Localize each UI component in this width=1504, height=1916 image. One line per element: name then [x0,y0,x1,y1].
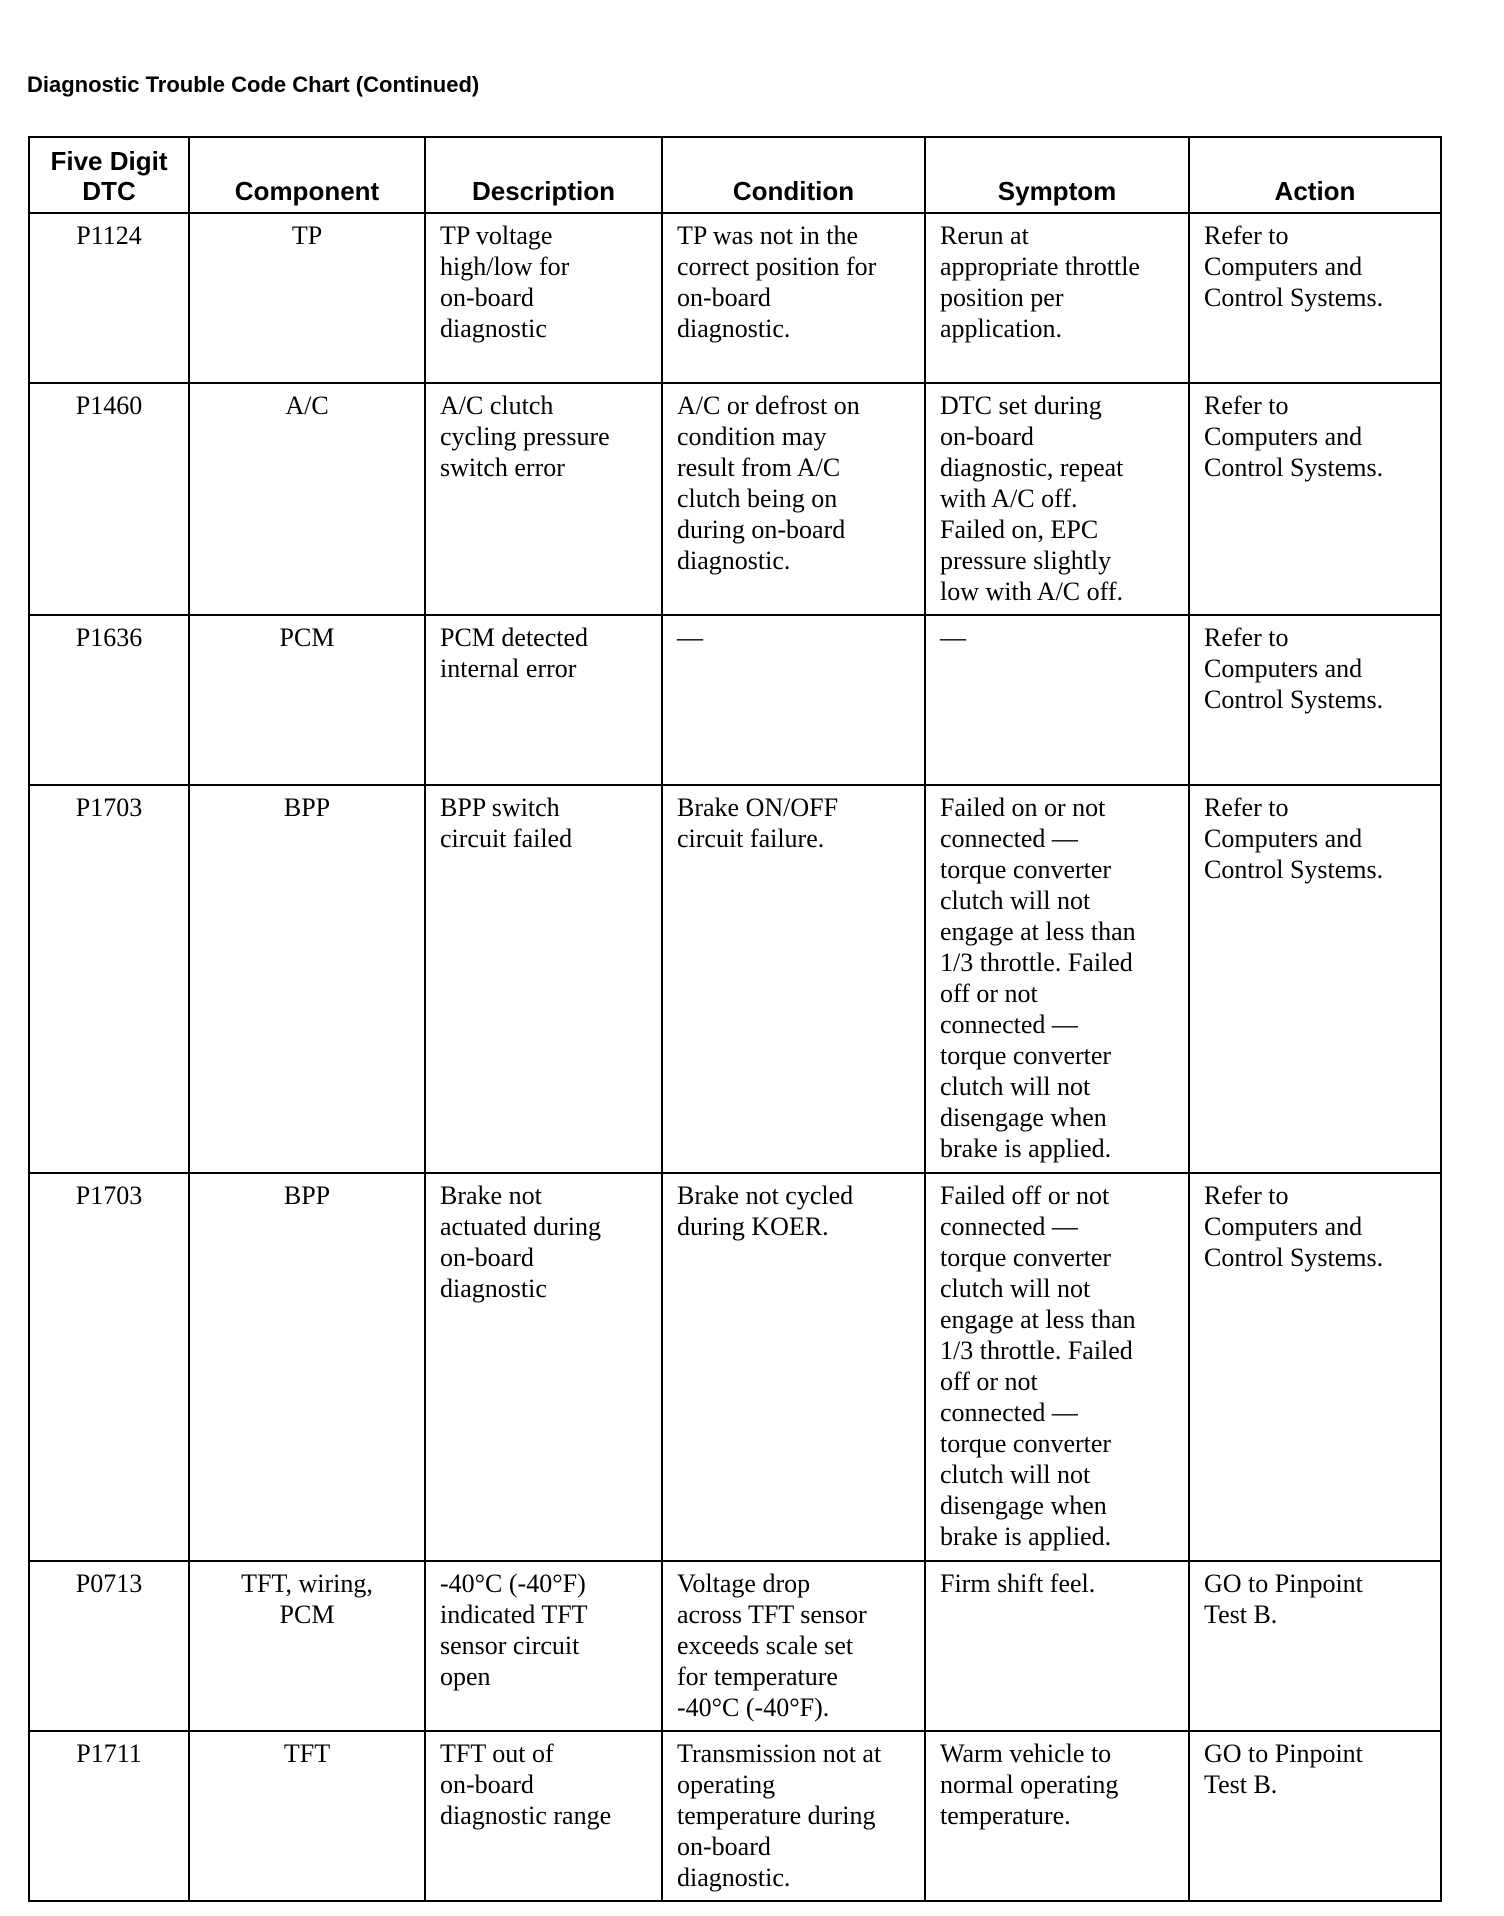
header-action: Action [1189,137,1441,213]
cell-symptom: Failed off or not connected — torque converter clutch will not engage at less than 1/3 throttle. Failed off or not connected — torque converter clutch will not disengage when brake is applied. [925,1173,1189,1561]
cell-symptom: — [925,615,1189,785]
cell-component: TFT [189,1731,425,1901]
cell-action: Refer to Computers and Control Systems. [1189,383,1441,615]
cell-condition: — [662,615,925,785]
cell-dtc: P1711 [29,1731,189,1901]
cell-action: Refer to Computers and Control Systems. [1189,1173,1441,1561]
cell-description: A/C clutch cycling pressure switch error [425,383,662,615]
cell-dtc: P0713 [29,1561,189,1731]
header-five-digit-dtc: Five Digit DTC [29,137,189,213]
table-header-row [29,137,1441,213]
header-condition: Condition [662,137,925,213]
cell-symptom: DTC set during on-board diagnostic, repeat with A/C off. Failed on, EPC pressure slightly low with A/C off. [925,383,1189,615]
cell-action: Refer to Computers and Control Systems. [1189,785,1441,1173]
cell-dtc: P1636 [29,615,189,785]
cell-symptom: Failed on or not connected — torque converter clutch will not engage at less than 1/3 throttle. Failed off or not connected — torque converter clutch will not disengage when brake is applied. [925,785,1189,1173]
cell-component: BPP [189,1173,425,1561]
cell-action: GO to Pinpoint Test B. [1189,1731,1441,1901]
cell-component: BPP [189,785,425,1173]
cell-component: PCM [189,615,425,785]
cell-action: GO to Pinpoint Test B. [1189,1561,1441,1731]
table-row [29,785,1441,1173]
header-symptom: Symptom [925,137,1189,213]
cell-condition: Transmission not at operating temperature during on-board diagnostic. [662,1731,925,1901]
cell-description: PCM detected internal error [425,615,662,785]
cell-dtc: P1703 [29,1173,189,1561]
cell-dtc: P1124 [29,213,189,383]
cell-condition: Brake ON/OFF circuit failure. [662,785,925,1173]
cell-description: TP voltage high/low for on-board diagnostic [425,213,662,383]
cell-dtc: P1703 [29,785,189,1173]
table-row [29,383,1441,615]
table-row [29,1173,1441,1561]
cell-dtc: P1460 [29,383,189,615]
header-description: Description [425,137,662,213]
cell-action: Refer to Computers and Control Systems. [1189,213,1441,383]
table-row [29,1561,1441,1731]
header-component: Component [189,137,425,213]
cell-description: -40°C (-40°F) indicated TFT sensor circuit open [425,1561,662,1731]
table-row [29,213,1441,383]
cell-description: TFT out of on-board diagnostic range [425,1731,662,1901]
cell-condition: A/C or defrost on condition may result from A/C clutch being on during on-board diagnostic. [662,383,925,615]
cell-component: TFT, wiring, PCM [189,1561,425,1731]
cell-description: BPP switch circuit failed [425,785,662,1173]
cell-condition: Voltage drop across TFT sensor exceeds scale set for temperature -40°C (-40°F). [662,1561,925,1731]
cell-description: Brake not actuated during on-board diagnostic [425,1173,662,1561]
page-title: Diagnostic Trouble Code Chart (Continued) [27,72,480,97]
cell-condition: TP was not in the correct position for on-board diagnostic. [662,213,925,383]
table-row [29,615,1441,785]
cell-symptom: Firm shift feel. [925,1561,1189,1731]
cell-symptom: Rerun at appropriate throttle position per application. [925,213,1189,383]
cell-symptom: Warm vehicle to normal operating temperature. [925,1731,1189,1901]
cell-component: TP [189,213,425,383]
dtc-chart-table [28,136,1442,1902]
cell-condition: Brake not cycled during KOER. [662,1173,925,1561]
cell-component: A/C [189,383,425,615]
table-row [29,1731,1441,1901]
cell-action: Refer to Computers and Control Systems. [1189,615,1441,785]
